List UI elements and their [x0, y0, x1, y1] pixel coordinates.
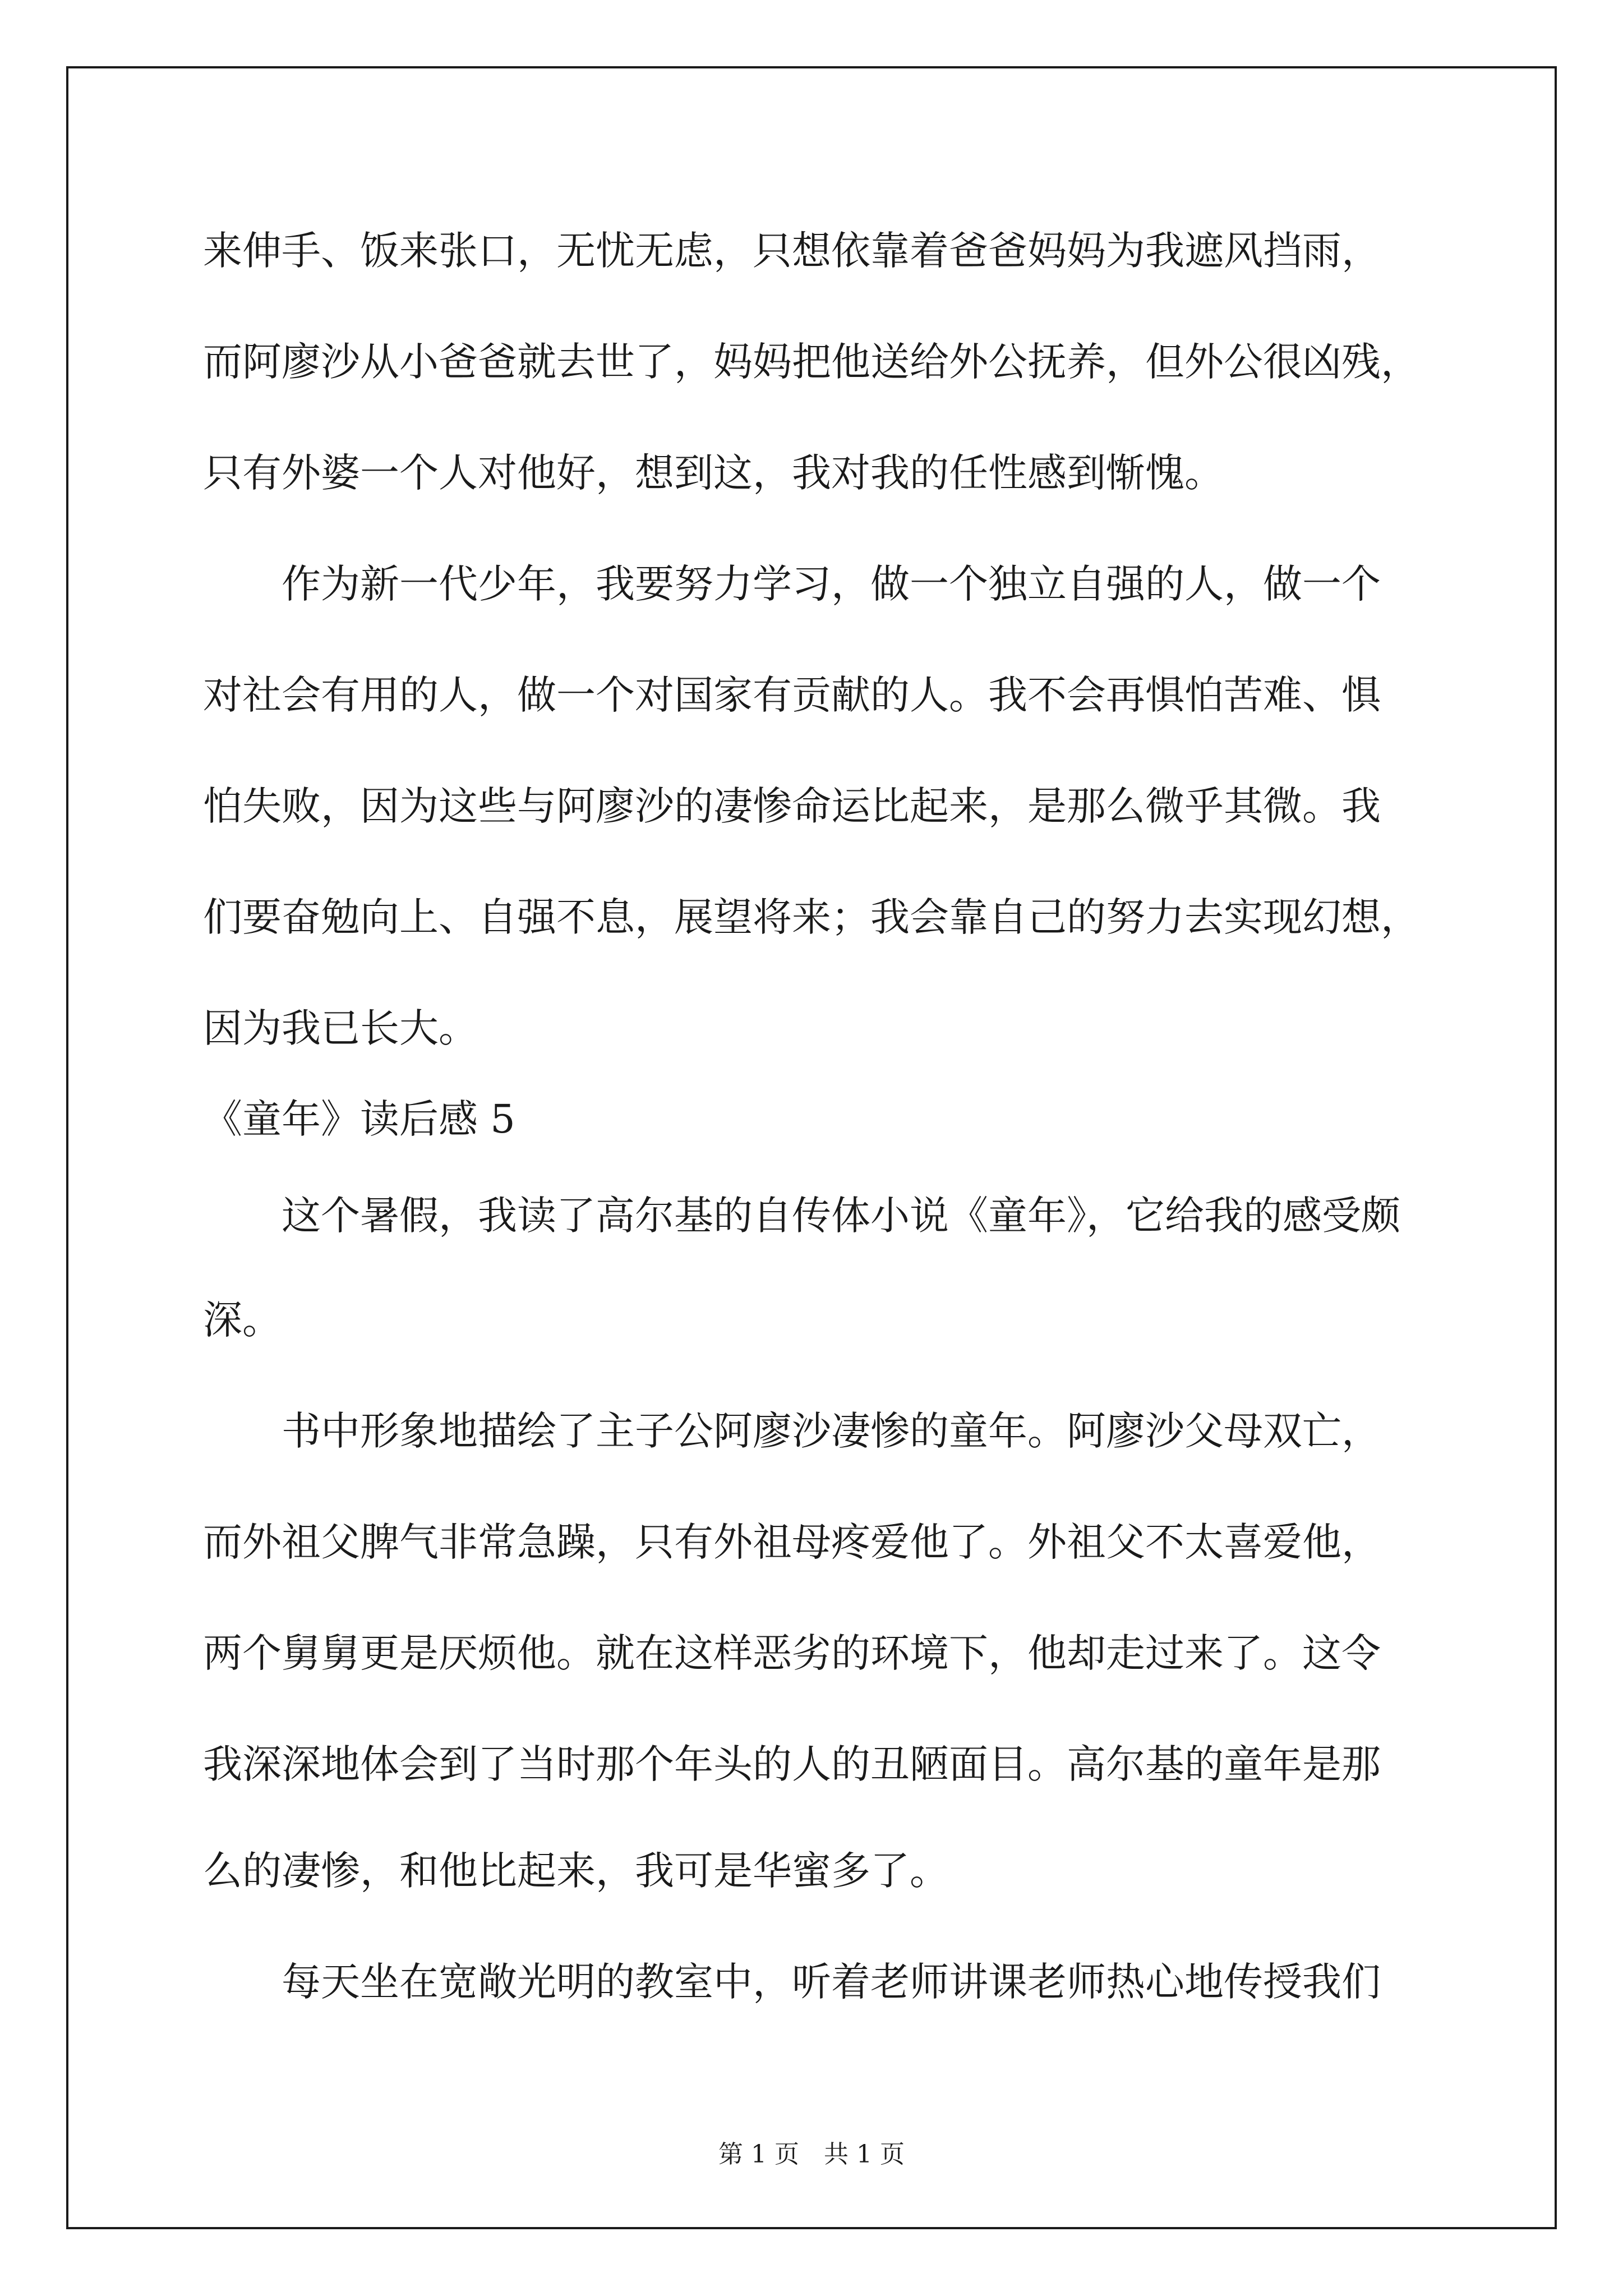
text-line: 书中形象地描绘了主子公阿廖沙凄惨的童年。阿廖沙父母双亡， — [203, 1408, 1381, 1454]
text-line: 而阿廖沙从小爸爸就去世了，妈妈把他送给外公抚养，但外公很凶残， — [203, 339, 1420, 385]
text-line: 来伸手、饭来张口，无忧无虑，只想依靠着爸爸妈妈为我遮风挡雨， — [203, 228, 1381, 274]
text-line: 我深深地体会到了当时那个年头的人的丑陋面目。高尔基的童年是那 — [203, 1741, 1381, 1787]
text-line: 怕失败，因为这些与阿廖沙的凄惨命运比起来，是那么微乎其微。我 — [203, 783, 1381, 829]
text-line: 两个舅舅更是厌烦他。就在这样恶劣的环境下，他却走过来了。这令 — [203, 1630, 1381, 1676]
text-line: 么的凄惨，和他比起来，我可是华蜜多了。 — [203, 1848, 949, 1894]
text-line: 而外祖父脾气非常急躁，只有外祖母疼爱他了。外祖父不太喜爱他， — [203, 1519, 1381, 1565]
text-line: 每天坐在宽敞光明的教室中，听着老师讲课老师热心地传授我们 — [203, 1959, 1381, 2005]
section-heading: 《童年》读后感 5 — [203, 1096, 515, 1142]
text-line: 只有外婆一个人对他好，想到这，我对我的任性感到惭愧。 — [203, 450, 1224, 496]
text-line: 作为新一代少年，我要努力学习，做一个独立自强的人，做一个 — [203, 561, 1381, 607]
page-footer: 第 1 页 共 1 页 — [718, 2140, 905, 2169]
text-line: 对社会有用的人，做一个对国家有贡献的人。我不会再惧怕苦难、惧 — [203, 672, 1381, 718]
page-border — [66, 66, 1557, 2229]
text-line: 们要奋勉向上、自强不息，展望将来；我会靠自己的努力去实现幻想， — [203, 894, 1420, 940]
text-line: 这个暑假，我读了高尔基的自传体小说《童年》，它给我的感受颇 — [203, 1193, 1400, 1239]
text-line: 深。 — [203, 1297, 282, 1343]
text-line: 因为我已长大。 — [203, 1005, 478, 1051]
